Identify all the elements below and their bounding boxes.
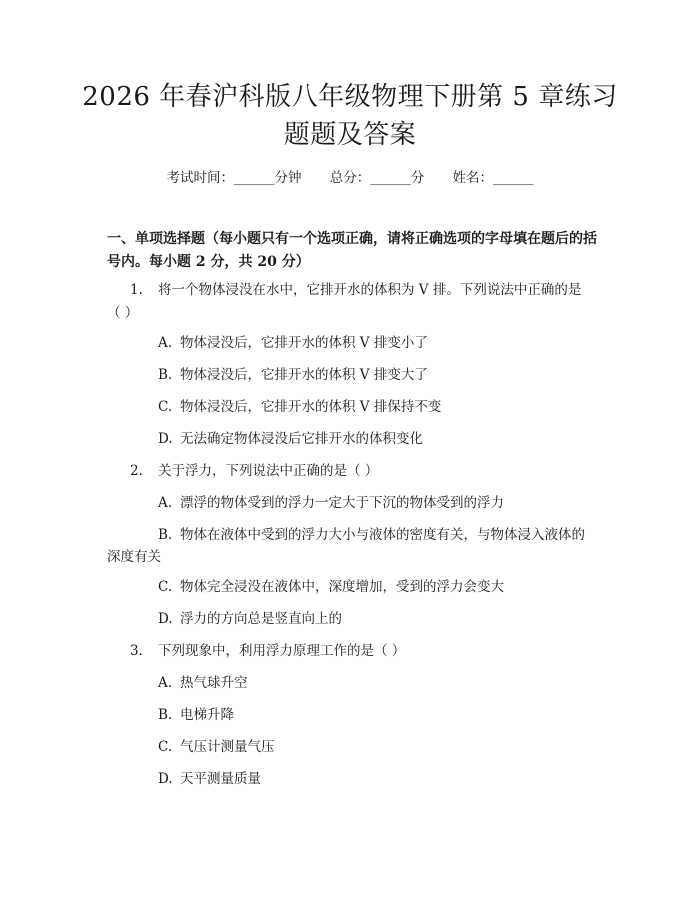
option-text: 物体浸没后，它排开水的体积 V 排保持不变 [180,399,442,415]
question-2-option-b-cont: 深度有关 [107,549,161,565]
question-2-option-d [158,608,342,630]
exam-time: 考试时间：______分钟 [166,170,302,186]
option-letter: B. [158,367,173,383]
option-text: 气压计测量气压 [180,739,275,755]
question-2-option-c [158,576,504,598]
question-1-option-d [158,428,423,450]
option-text: 物体浸没后，它排开水的体积 V 排变大了 [180,367,428,383]
option-text: 电梯升降 [180,707,234,723]
question-3-stem [130,640,405,662]
student-name: 姓名：______ [452,170,534,186]
option-text: 漂浮的物体受到的浮力一定大于下沉的物体受到的浮力 [180,495,504,511]
question-3-option-a [158,672,248,694]
option-text: 物体在液体中受到的浮力大小与液体的密度有关，与物体浸入液体的 [180,527,585,543]
option-text: 物体完全浸没在液体中，深度增加，受到的浮力会变大 [180,579,504,595]
question-1-stem [130,279,581,301]
question-3-option-d [158,768,261,790]
option-letter: C. [158,399,173,415]
title-line-2: 题题及答案 [283,120,417,150]
title-line-1: 2026 年春沪科版八年级物理下册第 5 章练习 [82,82,618,112]
option-letter: C. [158,579,173,595]
question-3-option-b [158,704,234,726]
exam-score: 总分：______分 [329,170,425,186]
question-1-number: 1. [130,282,143,298]
question-3-number: 3. [130,643,143,659]
option-letter: D. [158,771,173,787]
option-text: 天平测量质量 [180,771,261,787]
option-letter: C. [158,739,173,755]
question-1-text: 将一个物体浸没在水中，它排开水的体积为 V 排。下列说法中正确的是 [158,282,582,298]
question-2-option-b [158,524,585,546]
question-1-stem-cont: （ ） [107,305,139,321]
question-2-text: 关于浮力，下列说法中正确的是（ ） [158,463,379,479]
option-letter: B. [158,527,173,543]
question-1-option-a [158,332,428,354]
option-text: 无法确定物体浸没后它排开水的体积变化 [180,431,423,447]
section-heading: 一、单项选择题（每小题只有一个选项正确，请将正确选项的字母填在题后的括号内。每小题 2 分，共 20 分） [107,231,597,270]
question-1-option-b [158,364,428,386]
option-letter: B. [158,707,173,723]
question-2-option-a [158,492,504,514]
exam-meta [0,168,700,188]
option-letter: D. [158,611,173,627]
question-2-number: 2. [130,463,143,479]
option-text: 物体浸没后，它排开水的体积 V 排变小了 [180,335,428,351]
option-text: 浮力的方向总是竖直向上的 [180,611,342,627]
option-text: 热气球升空 [180,675,248,691]
question-2-stem [130,460,378,482]
question-3-text: 下列现象中，利用浮力原理工作的是（ ） [158,643,406,659]
option-letter: A. [158,495,173,511]
question-3-option-c [158,736,275,758]
option-letter: A. [158,675,173,691]
document-title [60,78,640,154]
option-letter: D. [158,431,173,447]
option-letter: A. [158,335,173,351]
question-1-option-c [158,396,441,418]
